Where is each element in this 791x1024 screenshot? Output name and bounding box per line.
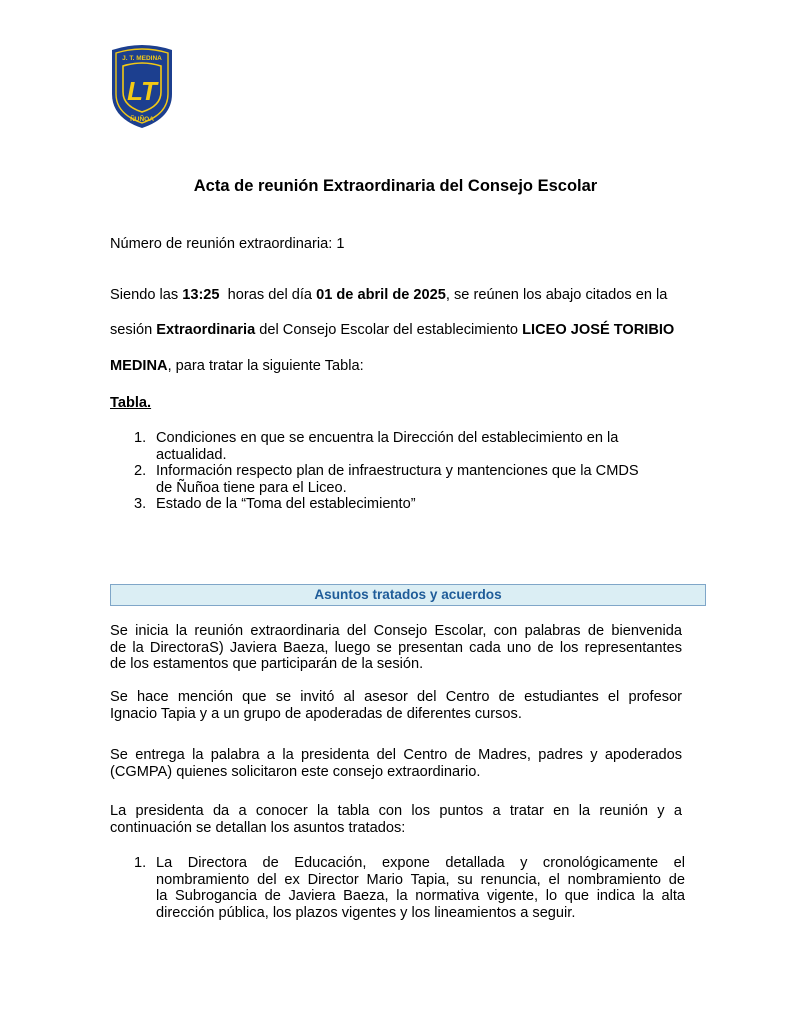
topic-item-line: La Directora de Educación, expone detallada y cronológicamente el [156, 855, 685, 871]
intro-line-1 [110, 287, 667, 303]
paragraph-line: continuación se detallan los asuntos tratados: [110, 819, 406, 836]
topic-item-line: la Subrogancia de Javiera Baeza, la normativa vigente, lo que indica la alta [156, 888, 685, 904]
agenda-list [110, 430, 670, 513]
agenda-item-line: actualidad. [156, 446, 227, 463]
school-name-part2: MEDINA [110, 358, 168, 374]
paragraph-line: La presidenta da a conocer la tabla con los puntos a tratar en la reunión y a [110, 803, 682, 819]
session-type: Extraordinaria [156, 322, 256, 338]
intro-line-3 [110, 358, 364, 374]
meeting-number-label: Número de reunión extraordinaria: [110, 236, 333, 252]
document-title: Acta de reunión Extraordinaria del Consejo Escolar [193, 177, 598, 195]
paragraph-line: (CGMPA) quienes solicitaron este consejo extraordinario. [110, 763, 481, 780]
topics-list [110, 855, 685, 921]
agenda-item-number: 1. [134, 430, 147, 446]
intro-text: Siendo las [110, 287, 183, 303]
logo-top-text: J. T. MEDINA [122, 55, 162, 62]
agenda-item-line: Información respecto plan de infraestructura y mantenciones que la CMDS [156, 463, 639, 479]
paragraph-line: de la DirectoraS) Javiera Baeza, luego se presentan cada uno de los representantes [110, 639, 682, 656]
school-logo [108, 42, 176, 130]
paragraph [110, 803, 682, 836]
logo-bottom-text: ÑUÑOA [130, 116, 154, 123]
intro-line-2 [110, 322, 674, 338]
meeting-number-value: 1 [336, 236, 345, 252]
agenda-item-line: Estado de la “Toma del establecimiento” [156, 496, 416, 512]
paragraph-line: Ignacio Tapia y a un grupo de apoderadas de diferentes cursos. [110, 705, 522, 722]
agenda-item-line: de Ñuñoa tiene para el Liceo. [156, 479, 347, 496]
paragraph [110, 623, 682, 673]
intro-text: sesión [110, 322, 157, 338]
paragraph [110, 747, 682, 780]
agenda-item [110, 463, 670, 496]
topic-item-line: nombramiento del ex Director Mario Tapia, su renuncia, el nombramiento de [156, 871, 685, 888]
agenda-item-number: 2. [134, 463, 147, 479]
paragraph-line: Se inicia la reunión extraordinaria del Consejo Escolar, con palabras de bienvenida [110, 623, 682, 639]
meeting-number [110, 236, 344, 252]
agenda-item [110, 496, 670, 513]
topic-item-line: dirección pública, los plazos vigentes y los lineamientos a seguir. [156, 904, 576, 921]
agenda-item-line: Condiciones en que se encuentra la Dirección del establecimiento en la [156, 430, 619, 446]
tabla-heading: Tabla. [110, 395, 152, 411]
topic-item [110, 855, 685, 921]
agenda-item-number: 3. [134, 496, 147, 512]
section-header-asuntos: Asuntos tratados y acuerdos [110, 584, 706, 606]
meeting-time: 13:25 [182, 287, 220, 303]
intro-text: del Consejo Escolar del establecimiento [255, 322, 523, 338]
intro-text: , se reúnen los abajo citados en la [445, 287, 668, 303]
paragraph-line: Se hace mención que se invitó al asesor del Centro de estudiantes el profesor [110, 689, 682, 705]
meeting-date: 01 de abril de 2025 [316, 287, 446, 303]
intro-text: horas del día [219, 287, 317, 303]
topic-item-number: 1. [134, 855, 147, 871]
intro-text: , para tratar la siguiente Tabla: [167, 358, 364, 374]
paragraph [110, 689, 682, 722]
school-name-part1: LICEO JOSÉ TORIBIO [522, 322, 675, 338]
paragraph-line: de los estamentos que participarán de la sesión. [110, 656, 424, 672]
logo-monogram: LT [127, 76, 157, 106]
paragraph-line: Se entrega la palabra a la presidenta del Centro de Madres, padres y apoderados [110, 747, 682, 763]
agenda-item [110, 430, 670, 463]
